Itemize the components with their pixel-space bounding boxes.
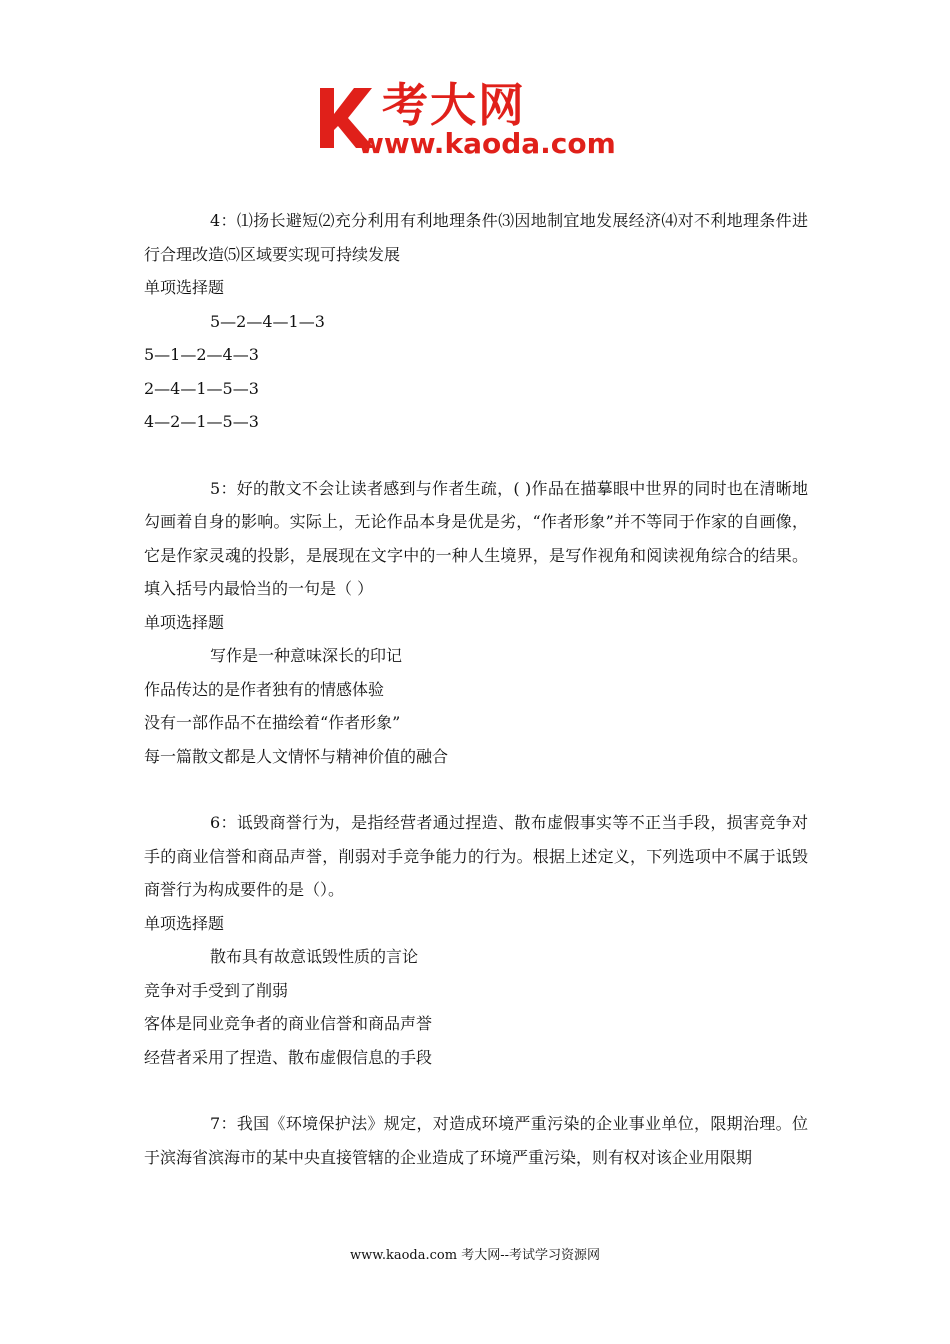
question-5-stem: 5：好的散文不会让读者感到与作者生疏，( )作品在描摹眼中世界的同时也在清晰地勾画着自身的影响。实际上，无论作品本身是优是劣，“作者形象”并不等同于作家的自画像，它是作家灵魂的投影，是展现在文字中的一种人生境界，是写作视角和阅读视角综合的结果。 填入括号内最恰当的一句是（ ） xyxy=(144,478,808,598)
question-4-option-a: 5—2—4—1—3 xyxy=(210,311,325,331)
question-5-option-b: 作品传达的是作者独有的情感体验 xyxy=(144,679,385,699)
question-6-option-c: 客体是同业竞争者的商业信誉和商品声誉 xyxy=(144,1014,433,1033)
spacer xyxy=(144,773,808,806)
site-logo xyxy=(318,78,638,162)
spacer xyxy=(144,439,808,472)
logo-url: www.kaoda.com xyxy=(358,127,616,160)
question-6-option-d: 经营者采用了捏造、散布虚假信息的手段 xyxy=(144,1047,433,1067)
question-6-stem: 6：诋毁商誉行为，是指经营者通过捏造、散布虚假事实等不正当手段，损害竞争对手的商业信誉和商品声誉，削弱对手竞争能力的行为。根据上述定义，下列选项中不属于诋毁商誉行为构成要件的是（）。 xyxy=(144,813,808,899)
question-4-type: 单项选择题 xyxy=(144,278,225,297)
question-7-stem: 7：我国《环境保护法》规定，对造成环境严重污染的企业事业单位，限期治理。位于滨海省滨海市的某中央直接管辖的企业造成了环境严重污染，则有权对该企业用限期 xyxy=(144,1114,808,1167)
question-5-option-c: 没有一部作品不在描绘着“作者形象” xyxy=(144,713,401,732)
question-4-option-b: 5—1—2—4—3 xyxy=(144,345,259,364)
spacer xyxy=(144,1074,808,1107)
question-6-type: 单项选择题 xyxy=(144,913,225,933)
question-6-option-b: 竞争对手受到了削弱 xyxy=(144,980,289,1000)
logo-title: 考大网 xyxy=(382,78,526,132)
question-6-option-a: 散布具有故意诋毁性质的言论 xyxy=(210,947,419,966)
question-5-type: 单项选择题 xyxy=(144,612,225,632)
question-4-option-d: 4—2—1—5—3 xyxy=(144,412,259,431)
document-body xyxy=(144,204,808,1174)
question-4-stem: 4：⑴扬长避短⑵充分利用有利地理条件⑶因地制宜地发展经济⑷对不利地理条件进行合理改造⑸区域要实现可持续发展 xyxy=(144,211,808,264)
question-4-option-c: 2—4—1—5—3 xyxy=(144,378,259,398)
question-5-option-d: 每一篇散文都是人文情怀与精神价值的融合 xyxy=(144,746,449,766)
question-5-option-a: 写作是一种意味深长的印记 xyxy=(210,646,403,665)
page-footer: www.kaoda.com 考大网--考试学习资源网 xyxy=(350,1248,600,1263)
